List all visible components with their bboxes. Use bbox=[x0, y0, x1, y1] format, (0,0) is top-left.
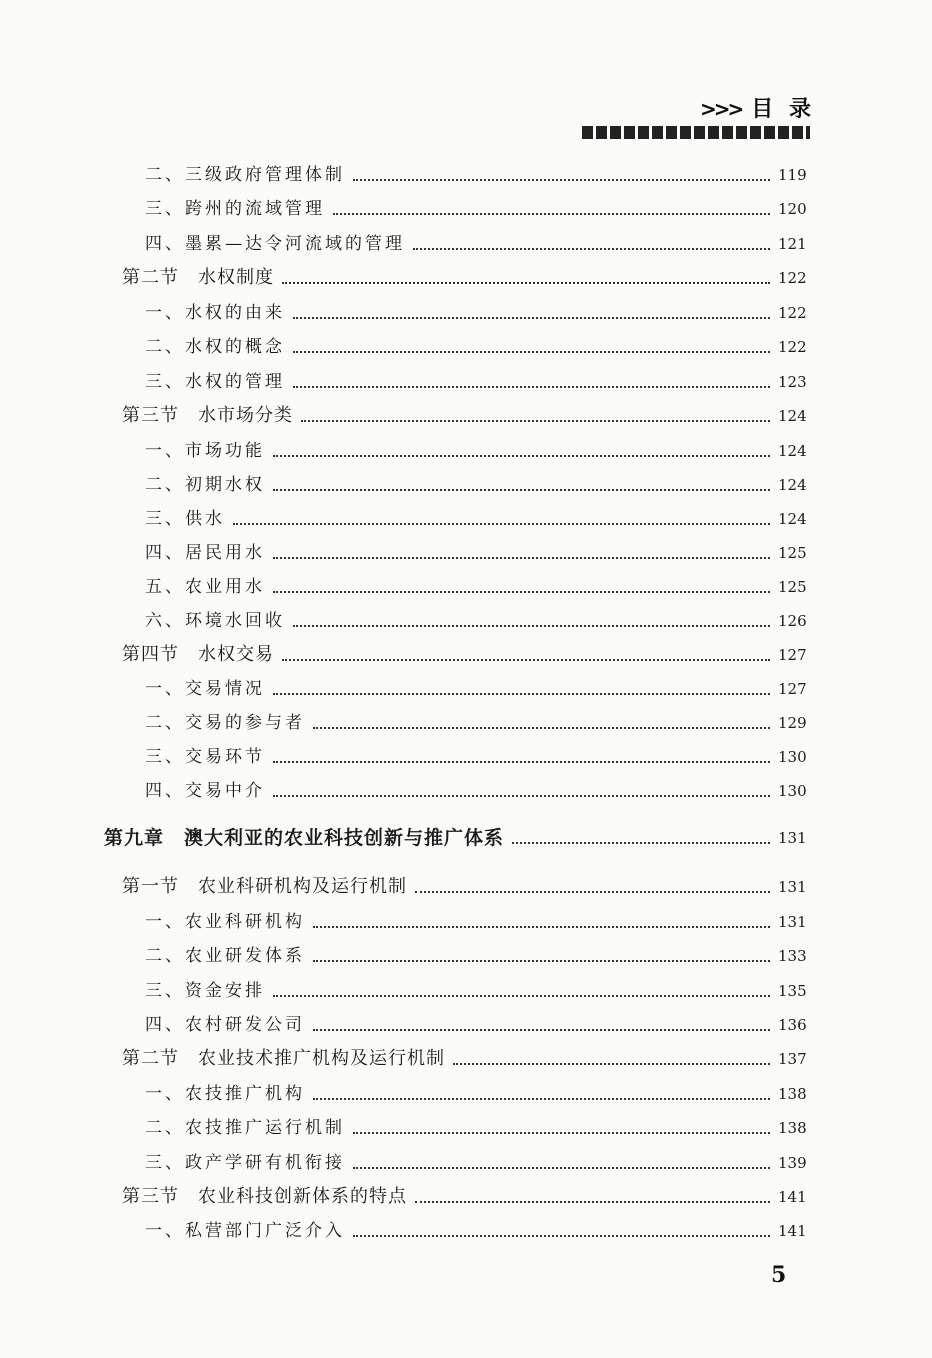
toc-entry-page: 138 bbox=[778, 1119, 807, 1137]
header-rule bbox=[582, 126, 810, 139]
toc-entry-page: 136 bbox=[778, 1016, 807, 1034]
dot-leader bbox=[353, 179, 770, 181]
toc-item bbox=[145, 440, 806, 462]
toc-entry-page: 138 bbox=[778, 1085, 807, 1103]
dot-leader bbox=[333, 213, 770, 215]
toc-entry-page: 124 bbox=[778, 476, 807, 494]
toc-entry-page: 120 bbox=[778, 200, 807, 218]
toc-entry-page: 119 bbox=[778, 166, 807, 184]
toc-entry-page: 127 bbox=[778, 680, 807, 698]
toc-item bbox=[145, 1083, 806, 1105]
page-number: 5 bbox=[771, 1262, 787, 1288]
toc-item bbox=[145, 542, 806, 564]
toc-section bbox=[122, 644, 806, 666]
toc-entry-page: 135 bbox=[778, 982, 807, 1000]
toc-entry-page: 127 bbox=[778, 646, 807, 664]
toc-entry-page: 123 bbox=[778, 373, 807, 391]
toc-entry-page: 122 bbox=[778, 269, 807, 287]
toc-item bbox=[145, 712, 806, 734]
toc-entry-title: 三、跨州的流域管理 bbox=[145, 199, 325, 219]
toc-chapter bbox=[104, 827, 806, 849]
toc-item bbox=[145, 1014, 806, 1036]
toc-entry-title: 第四节 水权交易 bbox=[122, 644, 274, 665]
toc-entry-title: 第一节 农业科研机构及运行机制 bbox=[122, 876, 407, 897]
toc-item bbox=[145, 945, 806, 967]
toc-entry-page: 131 bbox=[778, 878, 807, 896]
toc-entry-title: 一、农业科研机构 bbox=[145, 912, 305, 932]
toc-entry-page: 133 bbox=[778, 947, 807, 965]
toc-entry-page: 124 bbox=[778, 510, 807, 528]
toc-section bbox=[122, 267, 806, 289]
toc-entry-page: 137 bbox=[778, 1050, 807, 1068]
dot-leader bbox=[415, 1201, 770, 1203]
header-arrows: >>> bbox=[700, 97, 742, 121]
toc-entry-page: 122 bbox=[778, 338, 807, 356]
dot-leader bbox=[453, 1063, 770, 1065]
dot-leader bbox=[313, 960, 770, 962]
dot-leader bbox=[273, 489, 770, 491]
dot-leader bbox=[313, 1029, 770, 1031]
toc-item bbox=[145, 474, 806, 496]
toc-entry-page: 126 bbox=[778, 612, 807, 630]
toc-entry-title: 三、供水 bbox=[145, 509, 225, 529]
dot-leader bbox=[282, 282, 770, 284]
dot-leader bbox=[233, 523, 770, 525]
dot-leader bbox=[301, 420, 770, 422]
running-header bbox=[700, 92, 820, 123]
toc-entry-page: 141 bbox=[778, 1222, 807, 1240]
toc-item bbox=[145, 336, 806, 358]
toc-entry-page: 141 bbox=[778, 1188, 807, 1206]
toc-entry-title: 四、墨累—达令河流域的管理 bbox=[145, 234, 405, 254]
toc-item bbox=[145, 1220, 806, 1242]
toc-item bbox=[145, 678, 806, 700]
dot-leader bbox=[415, 891, 770, 893]
dot-leader bbox=[293, 386, 770, 388]
toc-entry-title: 一、农技推广机构 bbox=[145, 1084, 305, 1104]
toc-section bbox=[122, 1048, 806, 1070]
dot-leader bbox=[512, 842, 770, 844]
toc-entry-title: 四、交易中介 bbox=[145, 781, 265, 801]
toc-entry-page: 131 bbox=[778, 913, 807, 931]
dot-leader bbox=[313, 926, 770, 928]
dot-leader bbox=[313, 727, 770, 729]
toc-item bbox=[145, 610, 806, 632]
dot-leader bbox=[313, 1098, 770, 1100]
toc-item bbox=[145, 1117, 806, 1139]
dot-leader bbox=[273, 761, 770, 763]
toc-entry-page: 129 bbox=[778, 714, 807, 732]
toc-entry-page: 124 bbox=[778, 407, 807, 425]
toc-entry-title: 二、农技推广运行机制 bbox=[145, 1118, 345, 1138]
toc-item bbox=[145, 911, 806, 933]
toc-entry-title: 三、交易环节 bbox=[145, 747, 265, 767]
toc-section bbox=[122, 405, 806, 427]
toc-entry-title: 一、水权的由来 bbox=[145, 303, 285, 323]
toc-section bbox=[122, 876, 806, 898]
toc-entry-page: 131 bbox=[778, 829, 807, 847]
toc-entry-title: 第九章 澳大利亚的农业科技创新与推广体系 bbox=[104, 827, 505, 849]
toc-entry-title: 五、农业用水 bbox=[145, 577, 265, 597]
toc-item bbox=[145, 1152, 806, 1174]
toc-entry-page: 139 bbox=[778, 1154, 807, 1172]
toc-entry-title: 三、水权的管理 bbox=[145, 372, 285, 392]
toc-entry-title: 三、政产学研有机衔接 bbox=[145, 1153, 345, 1173]
toc-item bbox=[145, 576, 806, 598]
toc-entry-title: 二、交易的参与者 bbox=[145, 713, 305, 733]
dot-leader bbox=[273, 557, 770, 559]
toc-item bbox=[145, 780, 806, 802]
toc-item bbox=[145, 508, 806, 530]
header-title: 目 录 bbox=[751, 97, 815, 122]
toc-entry-page: 125 bbox=[778, 578, 807, 596]
dot-leader bbox=[413, 248, 770, 250]
toc-item bbox=[145, 302, 806, 324]
dot-leader bbox=[273, 693, 770, 695]
dot-leader bbox=[273, 795, 770, 797]
toc-item bbox=[145, 980, 806, 1002]
dot-leader bbox=[273, 591, 770, 593]
toc-entry-title: 二、三级政府管理体制 bbox=[145, 165, 345, 185]
dot-leader bbox=[282, 659, 770, 661]
toc-entry-title: 二、农业研发体系 bbox=[145, 946, 305, 966]
dot-leader bbox=[293, 317, 770, 319]
toc-item bbox=[145, 746, 806, 768]
toc-entry-page: 130 bbox=[778, 748, 807, 766]
toc-entry-title: 第三节 水市场分类 bbox=[122, 405, 293, 426]
dot-leader bbox=[273, 995, 770, 997]
toc-entry-title: 三、资金安排 bbox=[145, 981, 265, 1001]
toc-entry-page: 130 bbox=[778, 782, 807, 800]
toc-entry-title: 第三节 农业科技创新体系的特点 bbox=[122, 1186, 407, 1207]
dot-leader bbox=[353, 1235, 770, 1237]
toc-entry-title: 一、交易情况 bbox=[145, 679, 265, 699]
toc-entry-page: 121 bbox=[778, 235, 807, 253]
toc-entry-title: 二、初期水权 bbox=[145, 475, 265, 495]
toc-entry-title: 四、农村研发公司 bbox=[145, 1015, 305, 1035]
toc-entry-page: 125 bbox=[778, 544, 807, 562]
toc-entry-title: 六、环境水回收 bbox=[145, 611, 285, 631]
toc-entry-page: 124 bbox=[778, 442, 807, 460]
toc-entry-title: 一、私营部门广泛介入 bbox=[145, 1221, 345, 1241]
toc-entry-title: 二、水权的概念 bbox=[145, 337, 285, 357]
dot-leader bbox=[353, 1167, 770, 1169]
dot-leader bbox=[293, 351, 770, 353]
dot-leader bbox=[353, 1132, 770, 1134]
toc-entry-title: 四、居民用水 bbox=[145, 543, 265, 563]
toc-section bbox=[122, 1186, 806, 1208]
toc-entry-title: 一、市场功能 bbox=[145, 441, 265, 461]
dot-leader bbox=[293, 625, 770, 627]
toc-item bbox=[145, 198, 806, 220]
toc-entry-page: 122 bbox=[778, 304, 807, 322]
toc-item bbox=[145, 371, 806, 393]
toc-item bbox=[145, 164, 806, 186]
dot-leader bbox=[273, 455, 770, 457]
toc-entry-title: 第二节 水权制度 bbox=[122, 267, 274, 288]
toc-entry-title: 第二节 农业技术推广机构及运行机制 bbox=[122, 1048, 445, 1069]
toc-item bbox=[145, 233, 806, 255]
